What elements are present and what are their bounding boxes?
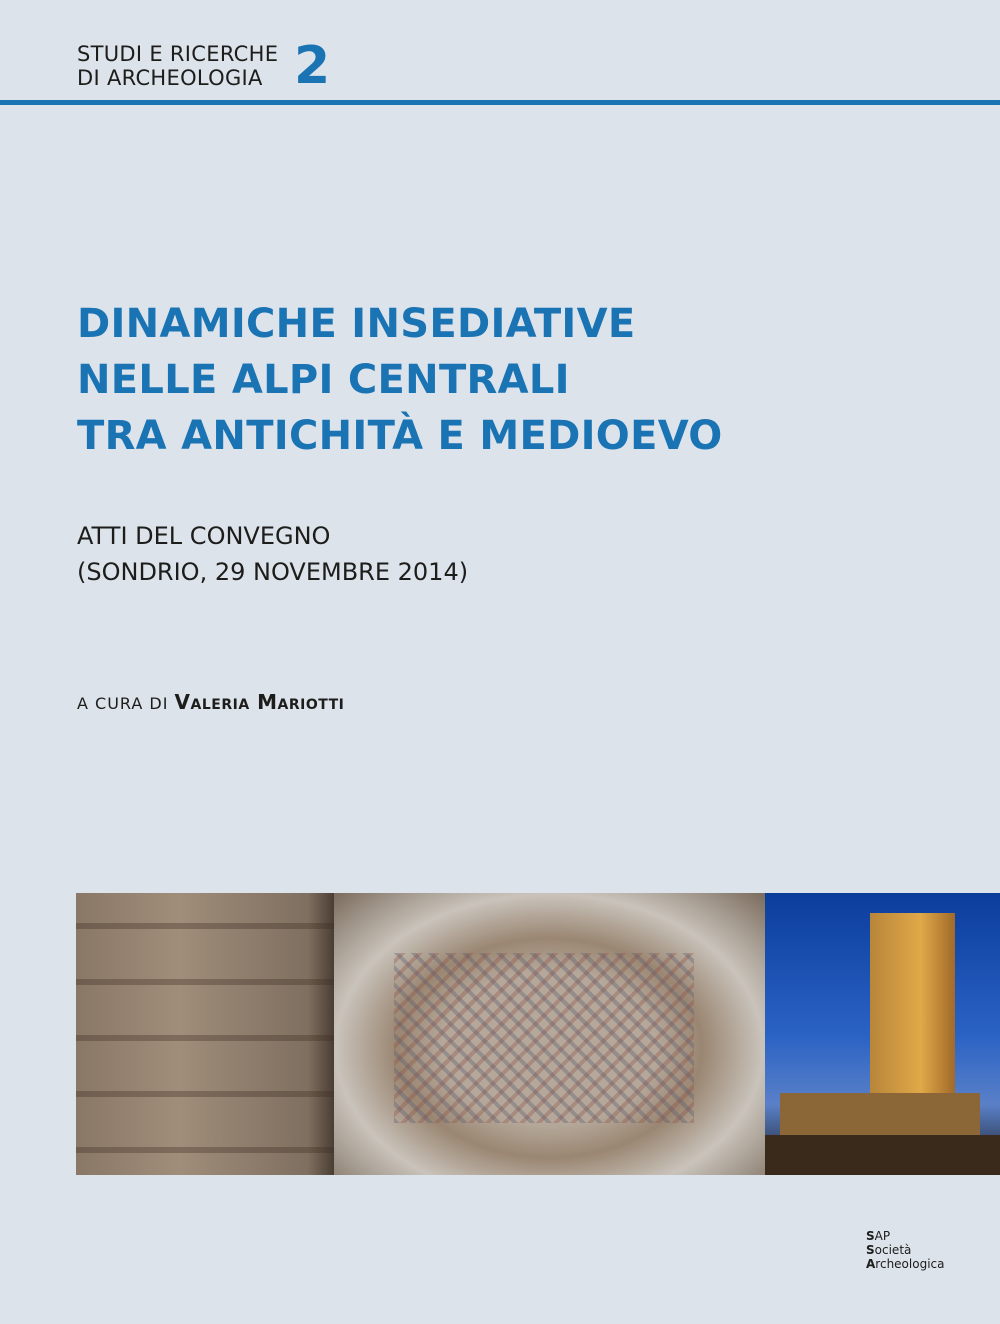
subtitle-line-1: ATTI DEL CONVEGNO: [77, 522, 331, 550]
mosaic-photo: [334, 893, 765, 1175]
editor-name: Valeria Mariotti: [174, 690, 345, 714]
title-line-1: DINAMICHE INSEDIATIVE: [77, 301, 636, 347]
publisher-logo: SAP Società Archeologica: [866, 1229, 945, 1271]
editor-credit: [77, 690, 344, 714]
series-title: [77, 42, 278, 90]
inscription-photo: [76, 893, 334, 1175]
subtitle-line-2: (SONDRIO, 29 NOVEMBRE 2014): [77, 558, 469, 586]
title-line-2: NELLE ALPI CENTRALI: [77, 357, 570, 403]
book-subtitle: [77, 518, 468, 590]
book-title: [77, 296, 723, 464]
series-line-2: DI ARCHEOLOGIA: [77, 66, 263, 90]
series-number: 2: [294, 36, 331, 96]
editor-prefix: A CURA DI: [77, 694, 169, 713]
title-line-3: TRA ANTICHITÀ E MEDIOEVO: [77, 413, 723, 459]
series-line-1: STUDI E RICERCHE: [77, 42, 279, 66]
header-rule: [0, 100, 1000, 105]
tower-photo: [765, 893, 1000, 1175]
